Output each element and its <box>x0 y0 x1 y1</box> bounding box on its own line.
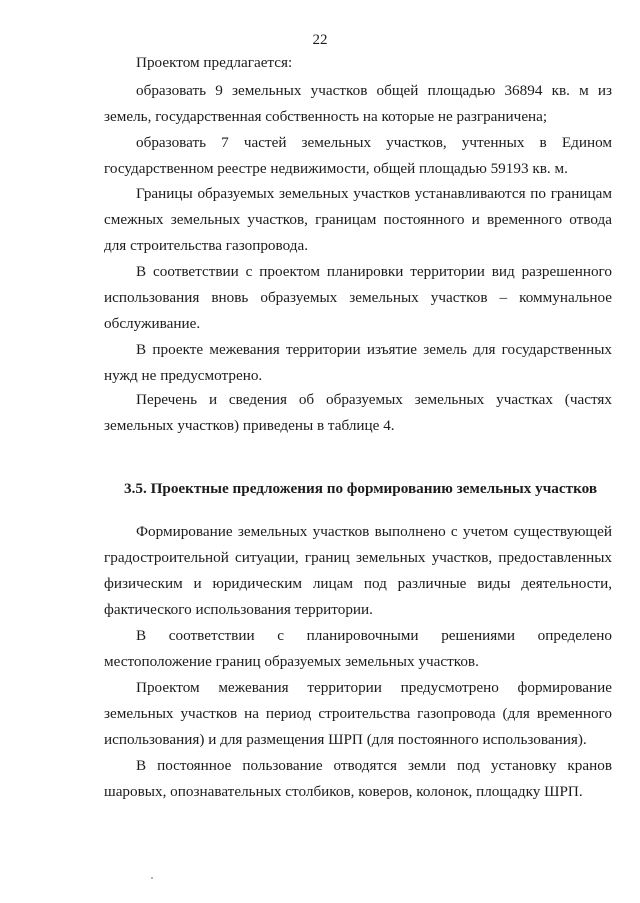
paragraph-seizure: В проекте межевания территории изъятие земель для государственных нужд не предусмотрено. <box>104 341 612 384</box>
paragraph-boundaries: Границы образуемых земельных участков устанавливаются по границам смежных земельных участков, границам постоянного и временного отвода для строительства газопровода. <box>104 185 612 254</box>
paragraph-plot-parts: образовать 7 частей земельных участков, учтенных в Едином государственном реестре недвижимости, общей площадью 59193 кв. м. <box>104 134 612 177</box>
paragraph-land-plots: образовать 9 земельных участков общей площадью 36894 кв. м из земель, государственная собственность на которые не разграничена; <box>104 82 612 125</box>
paragraph-formation: Формирование земельных участков выполнено с учетом существующей градостроительной ситуации, границ земельных участков, предоставленных физическим и юридическим лицам под различные виды деятельности, фактического использования территории. <box>104 523 612 618</box>
paragraph-table-reference: Перечень и сведения об образуемых земельных участках (частях земельных участков) приведены в таблице 4. <box>104 391 612 434</box>
scan-speck <box>151 877 153 879</box>
page-number: 22 <box>312 32 328 48</box>
paragraph-lead: Проектом предлагается: <box>136 54 293 71</box>
paragraph-construction-period: Проектом межевания территории предусмотрено формирование земельных участков на период строительства газопровода (для временного использования) и для размещения ШРП (для постоянного использования). <box>104 679 612 748</box>
paragraph-planning-decisions: В соответствии с планировочными решениями определено местоположение границ образуемых земельных участков. <box>104 627 612 670</box>
section-heading: 3.5. Проектные предложения по формированию земельных участков <box>124 480 598 497</box>
paragraph-permanent-use: В постоянное пользование отводятся земли под установку кранов шаровых, опознавательных столбиков, коверов, колонок, площадку ШРП. <box>104 757 612 800</box>
paragraph-permitted-use: В соответствии с проектом планировки территории вид разрешенного использования вновь образуемых земельных участков – коммунальное обслуживание. <box>104 263 612 332</box>
